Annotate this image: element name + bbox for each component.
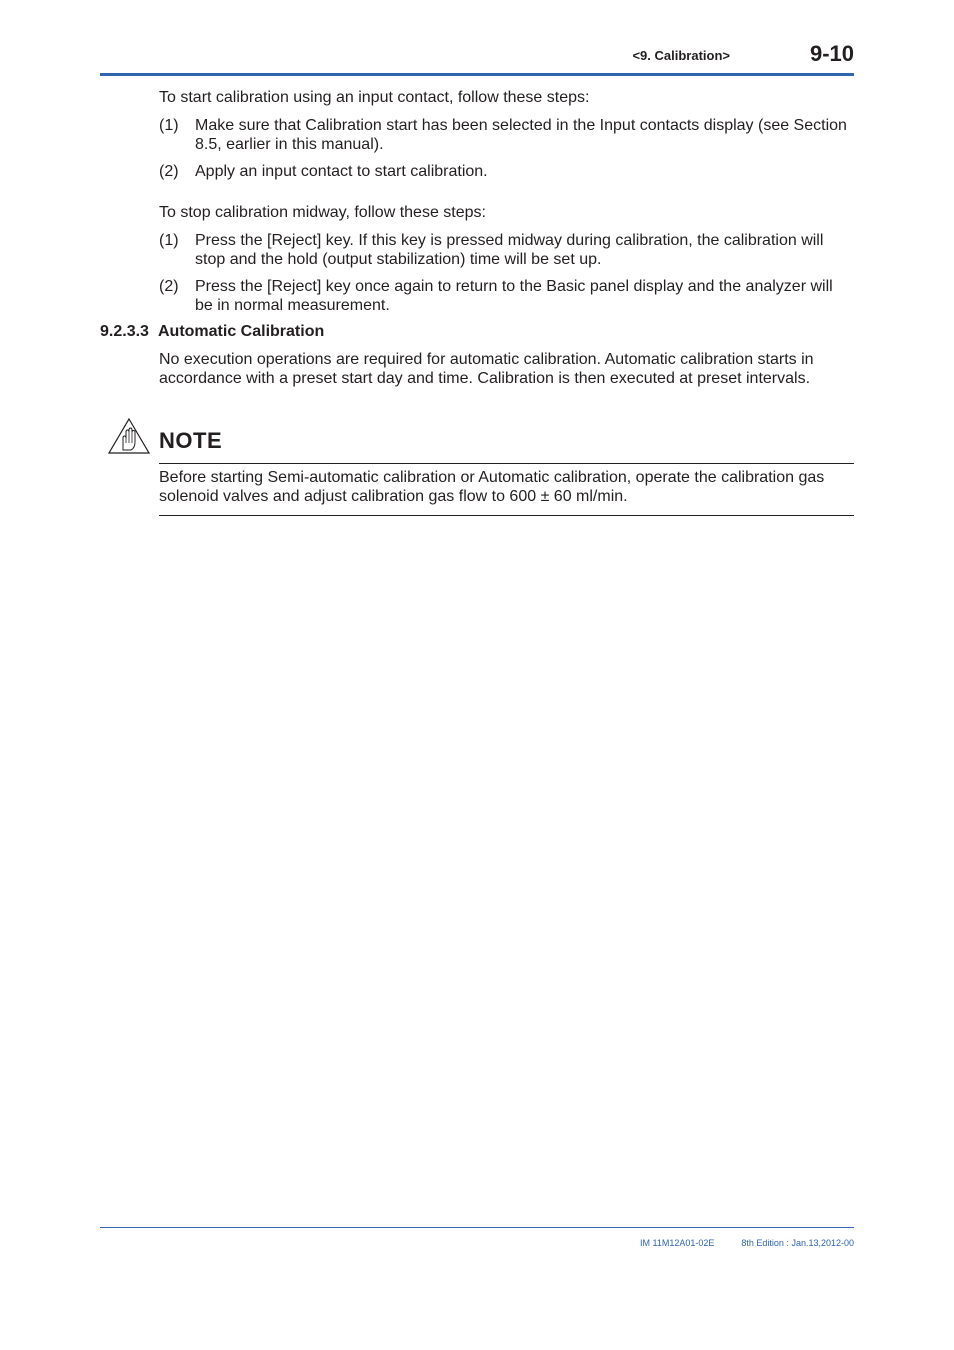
contact-start-intro: To start calibration using an input contact, follow these steps: bbox=[159, 89, 590, 106]
note-top-rule bbox=[159, 463, 854, 464]
section-body: No execution operations are required for automatic calibration. Automatic calibration starts in accordance with a preset start day and time. Calibration is then executed at preset intervals. bbox=[159, 351, 814, 387]
note-title: NOTE bbox=[159, 428, 223, 453]
page-number: 9-10 bbox=[809, 41, 854, 66]
note-body: Before starting Semi-automatic calibration or Automatic calibration, operate the calibration gas solenoid valves and adjust calibration gas flow to 600 ± 60 ml/min. bbox=[159, 469, 825, 505]
hand-caution-icon bbox=[108, 418, 150, 454]
step-number: (1) bbox=[159, 117, 179, 134]
chapter-label: <9. Calibration> bbox=[632, 48, 730, 63]
footer-rule bbox=[100, 1227, 854, 1228]
section-title: Automatic Calibration bbox=[158, 323, 325, 340]
step-text: Apply an input contact to start calibration. bbox=[195, 163, 488, 180]
stop-midway-step-1 bbox=[159, 231, 854, 269]
step-number: (2) bbox=[159, 163, 179, 180]
step-number: (1) bbox=[159, 232, 179, 249]
step-text: Make sure that Calibration start has been selected in the Input contacts display (see Section 8.5, earlier in this manual). bbox=[195, 117, 847, 153]
step-text: Press the [Reject] key. If this key is pressed midway during calibration, the calibration will stop and the hold (output stabilization) time will be set up. bbox=[195, 232, 824, 268]
contact-start-step-1 bbox=[159, 116, 854, 154]
note-bottom-rule bbox=[159, 515, 854, 516]
section-number: 9.2.3.3 bbox=[100, 323, 149, 340]
stop-midway-step-2 bbox=[159, 277, 854, 315]
header-rule bbox=[100, 73, 854, 76]
document-id: IM 11M12A01-02E bbox=[640, 1238, 715, 1248]
step-text: Press the [Reject] key once again to return to the Basic panel display and the analyzer will be in normal measurement. bbox=[195, 278, 833, 314]
step-number: (2) bbox=[159, 278, 179, 295]
contact-start-step-2 bbox=[159, 162, 854, 181]
stop-midway-intro: To stop calibration midway, follow these steps: bbox=[159, 204, 486, 221]
edition-date: 8th Edition : Jan.13,2012-00 bbox=[741, 1238, 854, 1248]
section-heading bbox=[100, 322, 324, 341]
